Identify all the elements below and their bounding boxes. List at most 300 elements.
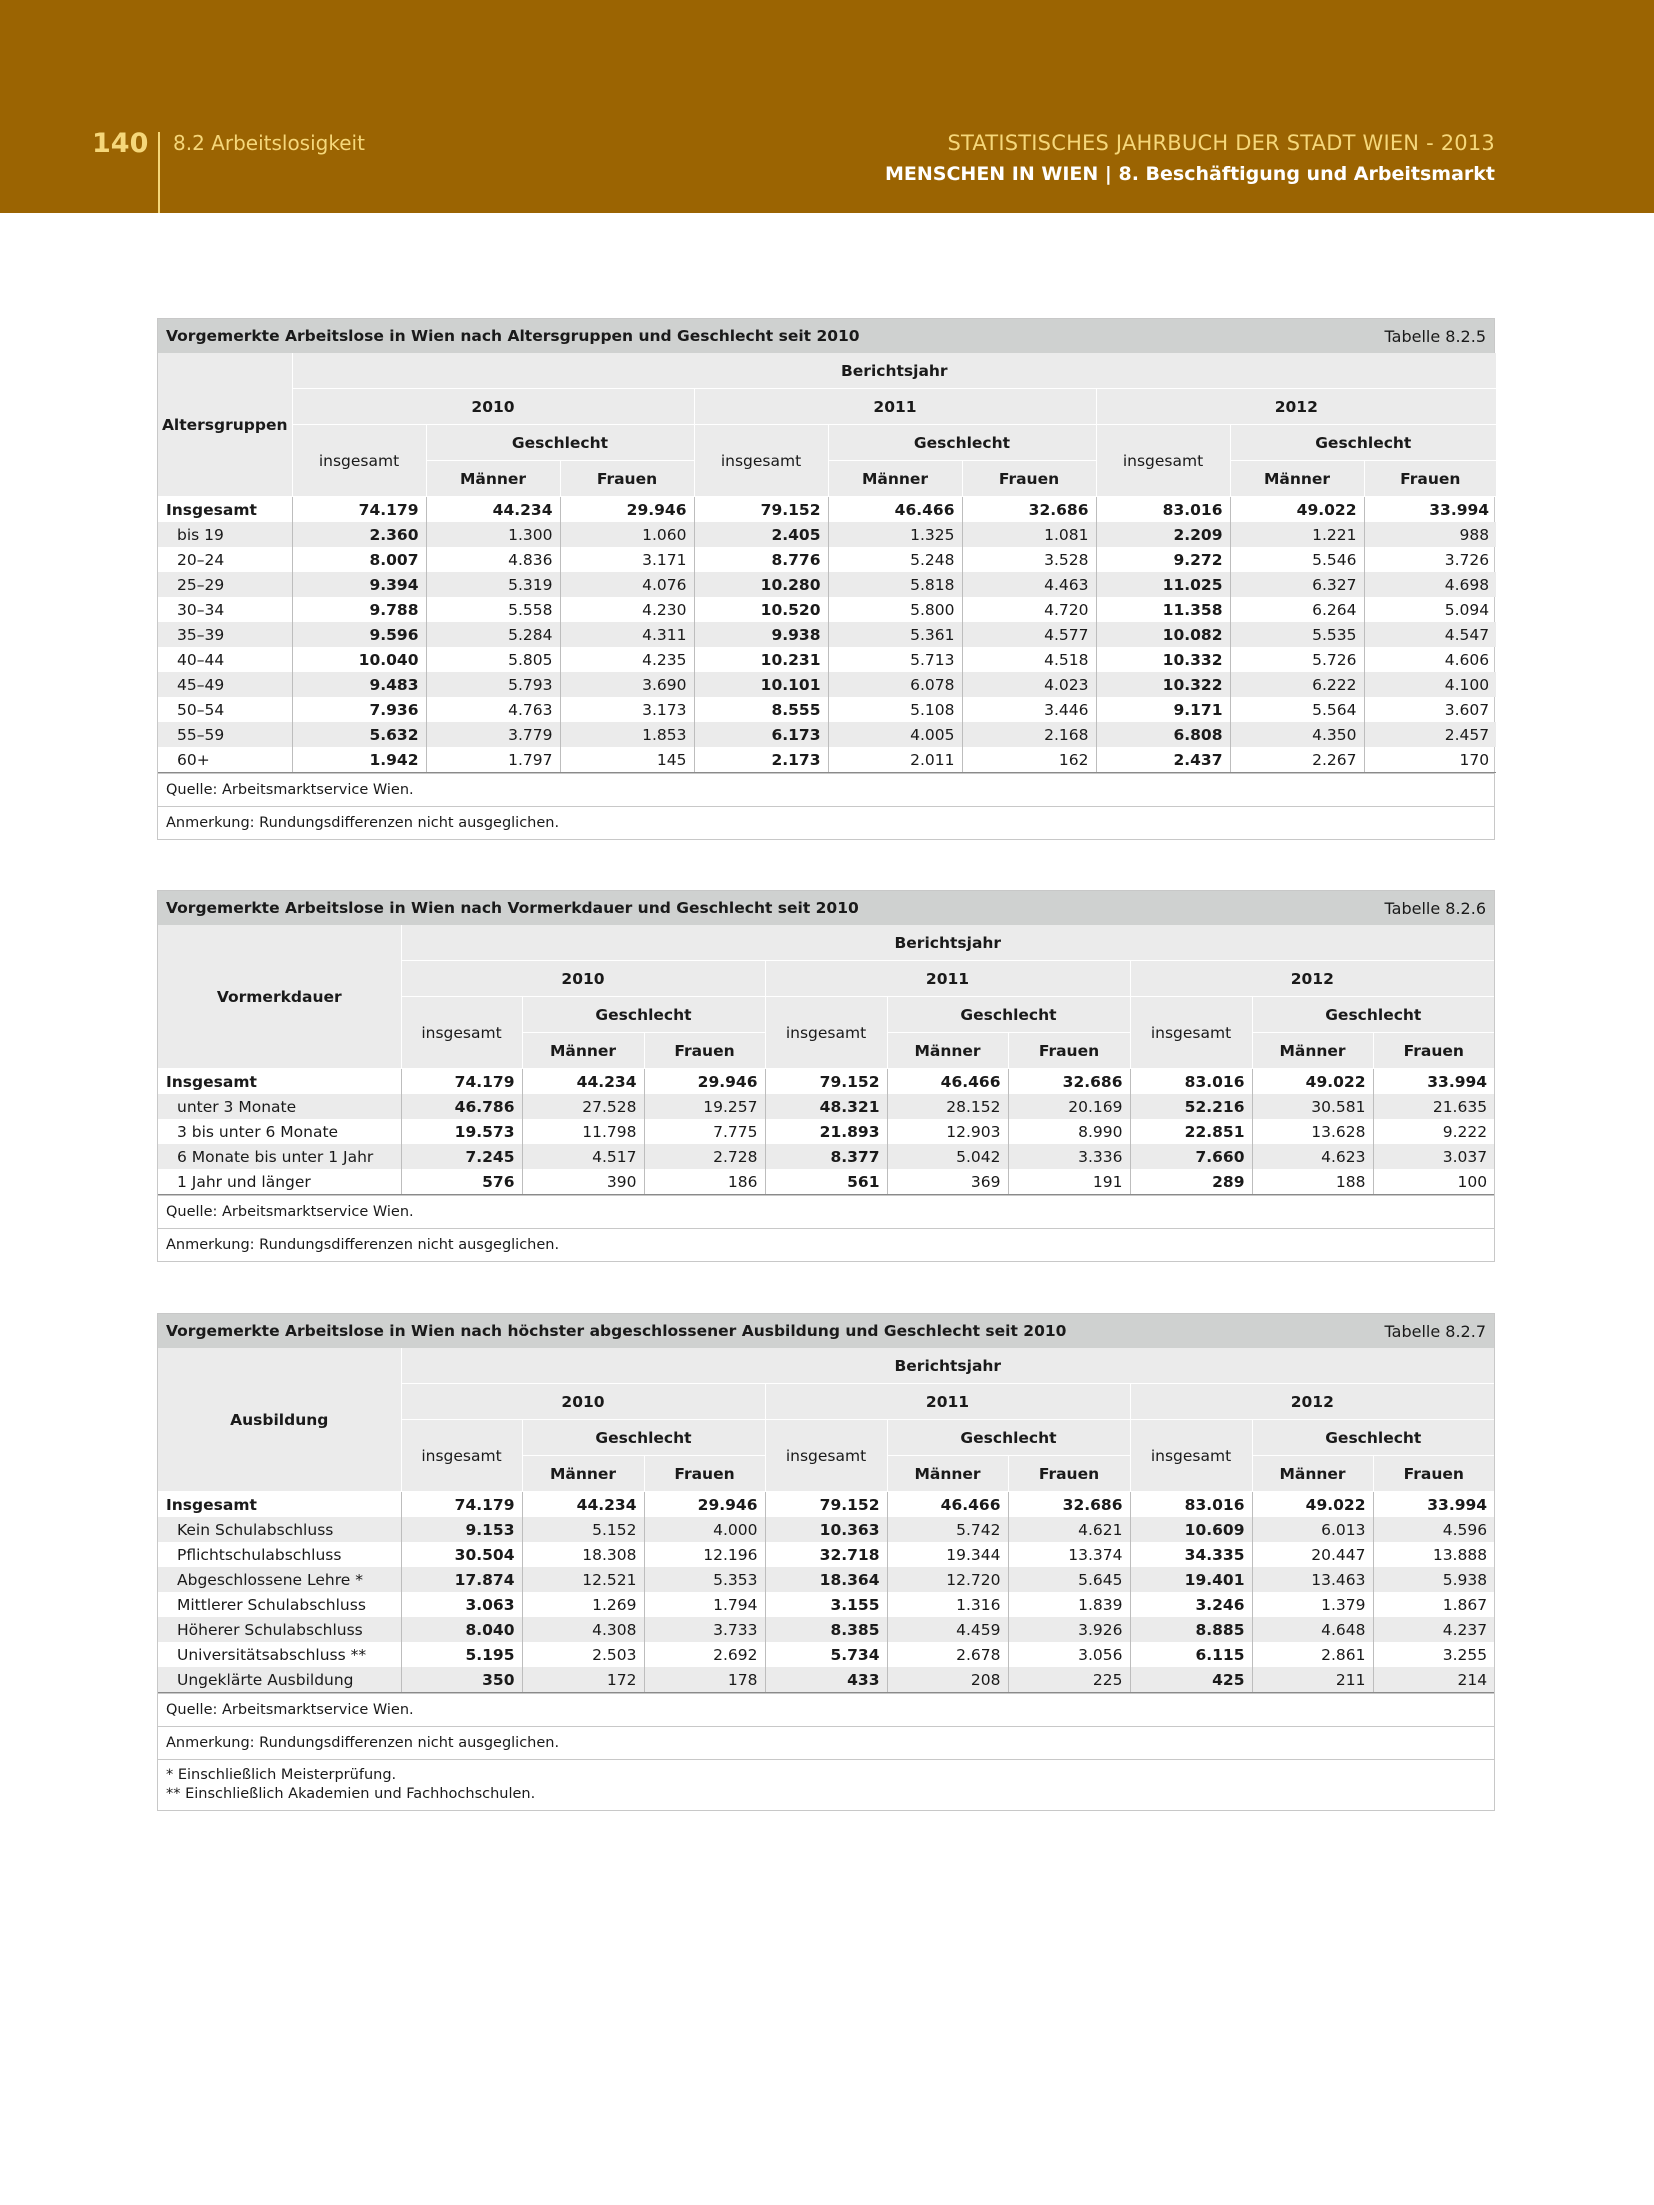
row-label: Insgesamt [158,497,292,523]
insgesamt-header: insgesamt [401,997,522,1069]
table-cell: 27.528 [522,1094,644,1119]
table-cell: 6.264 [1230,597,1364,622]
table-cell: 2.011 [828,747,962,773]
table-cell: 7.936 [292,697,426,722]
table-cell: 4.459 [887,1617,1008,1642]
table-cell: 390 [522,1169,644,1195]
table-cell: 19.573 [401,1119,522,1144]
data-table [158,925,1494,1195]
row-label: Insgesamt [158,1069,401,1095]
insgesamt-header: insgesamt [765,997,887,1069]
table-row [158,1542,1494,1567]
table-cell: 350 [401,1667,522,1693]
table-cell: 4.836 [426,547,560,572]
table-cell: 12.903 [887,1119,1008,1144]
table-cell: 5.805 [426,647,560,672]
table-cell: 19.344 [887,1542,1008,1567]
table-cell: 6.173 [694,722,828,747]
frauen-header: Frauen [1373,1456,1494,1492]
table-cell: 1.269 [522,1592,644,1617]
table-cell: 4.237 [1373,1617,1494,1642]
table-cell: 2.861 [1252,1642,1373,1667]
row-label: 60+ [158,747,292,773]
row-label: Ungeklärte Ausbildung [158,1667,401,1693]
table-cell: 4.023 [962,672,1096,697]
table-cell: 44.234 [522,1069,644,1095]
table-cell: 2.437 [1096,747,1230,773]
geschlecht-header: Geschlecht [828,425,1096,461]
table-cell: 29.946 [644,1492,765,1518]
frauen-header: Frauen [1008,1033,1130,1069]
table-cell: 33.994 [1364,497,1496,523]
insgesamt-header: insgesamt [1096,425,1230,497]
frauen-header: Frauen [1373,1033,1494,1069]
geschlecht-header: Geschlecht [522,997,765,1033]
table-cell: 4.698 [1364,572,1496,597]
table-cell: 8.377 [765,1144,887,1169]
row-label: 35–39 [158,622,292,647]
row-label: 6 Monate bis unter 1 Jahr [158,1144,401,1169]
maenner-header: Männer [426,461,560,497]
maenner-header: Männer [828,461,962,497]
insgesamt-header: insgesamt [401,1420,522,1492]
table-cell: 5.546 [1230,547,1364,572]
table-cell: 29.946 [644,1069,765,1095]
table-cell: 1.316 [887,1592,1008,1617]
table-cell: 20.447 [1252,1542,1373,1567]
table-cell: 4.230 [560,597,694,622]
table-cell: 1.081 [962,522,1096,547]
table-cell: 10.332 [1096,647,1230,672]
table-cell: 369 [887,1169,1008,1195]
year-header: 2011 [765,1384,1130,1420]
table-cell: 2.168 [962,722,1096,747]
table-number: Tabelle 8.2.7 [1384,1321,1486,1341]
table-cell: 6.808 [1096,722,1230,747]
table-cell: 52.216 [1130,1094,1252,1119]
table-cell: 4.463 [962,572,1096,597]
remark-note: Anmerkung: Rundungsdifferenzen nicht ausgeglichen. [158,1228,1494,1261]
table-cell: 1.794 [644,1592,765,1617]
table-header [158,1314,1494,1348]
table-cell: 30.504 [401,1542,522,1567]
table-cell: 79.152 [694,497,828,523]
year-header: 2011 [694,389,1096,425]
table-cell: 178 [644,1667,765,1693]
table-cell: 5.284 [426,622,560,647]
table-cell: 13.374 [1008,1542,1130,1567]
table-cell: 3.528 [962,547,1096,572]
table-cell: 1.221 [1230,522,1364,547]
table-cell: 3.446 [962,697,1096,722]
geschlecht-header: Geschlecht [522,1420,765,1456]
table-cell: 32.686 [1008,1492,1130,1518]
table-cell: 5.938 [1373,1567,1494,1592]
source-note: Quelle: Arbeitsmarktservice Wien. [158,773,1494,806]
table-cell: 4.763 [426,697,560,722]
table-cell: 145 [560,747,694,773]
table-cell: 2.678 [887,1642,1008,1667]
table-cell: 3.056 [1008,1642,1130,1667]
table-row [158,1592,1494,1617]
table-title: Vorgemerkte Arbeitslose in Wien nach Altersgruppen und Geschlecht seit 2010 [166,327,860,345]
row-label: 3 bis unter 6 Monate [158,1119,401,1144]
table-cell: 3.155 [765,1592,887,1617]
table-row [158,572,1496,597]
table-cell: 20.169 [1008,1094,1130,1119]
table-8-2-6 [157,890,1495,1262]
table-cell: 33.994 [1373,1069,1494,1095]
page-number: 140 [92,128,149,159]
table-cell: 8.990 [1008,1119,1130,1144]
table-cell: 3.779 [426,722,560,747]
table-cell: 2.503 [522,1642,644,1667]
insgesamt-header: insgesamt [292,425,426,497]
footnote: ** Einschließlich Akademien und Fachhochschulen. [166,1786,536,1802]
row-label: 30–34 [158,597,292,622]
table-cell: 3.336 [1008,1144,1130,1169]
table-cell: 4.235 [560,647,694,672]
frauen-header: Frauen [1364,461,1496,497]
table-cell: 32.718 [765,1542,887,1567]
row-label: 1 Jahr und länger [158,1169,401,1195]
table-cell: 191 [1008,1169,1130,1195]
table-cell: 8.040 [401,1617,522,1642]
frauen-header: Frauen [962,461,1096,497]
row-label: bis 19 [158,522,292,547]
table-row [158,672,1496,697]
table-row [158,597,1496,622]
table-row [158,1069,1494,1095]
table-cell: 9.222 [1442,1122,1488,1141]
table-cell: 100 [1373,1169,1494,1195]
table-cell: 5.800 [828,597,962,622]
table-cell: 6.013 [1252,1517,1373,1542]
table-row [158,747,1496,773]
geschlecht-header: Geschlecht [887,997,1130,1033]
table-row [158,622,1496,647]
table-cell: 19.257 [644,1094,765,1119]
table-cell: 46.466 [828,497,962,523]
data-table [158,353,1496,773]
table-row [158,1119,1494,1144]
table-cell: 4.518 [962,647,1096,672]
table-cell: 32.686 [1008,1069,1130,1095]
table-cell: 10.280 [694,572,828,597]
year-header: 2010 [401,1384,765,1420]
maenner-header: Männer [887,1033,1008,1069]
table-cell: 5.535 [1230,622,1364,647]
table-cell: 19.401 [1130,1567,1252,1592]
table-header [158,891,1494,925]
year-header: 2010 [292,389,694,425]
table-cell: 2.405 [694,522,828,547]
table-cell: 3.037 [1373,1144,1494,1169]
table-row [158,697,1496,722]
table-cell: 5.793 [426,672,560,697]
table-cell: 4.577 [962,622,1096,647]
table-cell: 22.851 [1130,1119,1252,1144]
row-header: Altersgruppen [158,353,292,497]
table-cell: 1.839 [1008,1592,1130,1617]
frauen-header: Frauen [644,1033,765,1069]
table-cell: 2.209 [1096,522,1230,547]
table-row [158,522,1496,547]
table-cell: 3.173 [560,697,694,722]
table-title: Vorgemerkte Arbeitslose in Wien nach höchster abgeschlossener Ausbildung und Geschlecht seit 2010 [166,1322,1067,1340]
geschlecht-header: Geschlecht [426,425,694,461]
header-banner [0,0,1654,213]
table-cell: 425 [1130,1667,1252,1693]
table-cell: 211 [1252,1667,1373,1693]
table-cell: 5.108 [828,697,962,722]
year-header: 2010 [401,961,765,997]
table-cell: 8.385 [765,1617,887,1642]
year-header: 2012 [1130,1384,1494,1420]
row-label: Kein Schulabschluss [158,1517,401,1542]
geschlecht-header: Geschlecht [1252,997,1494,1033]
table-cell: 6.078 [828,672,962,697]
row-label: 50–54 [158,697,292,722]
table-cell: 18.308 [522,1542,644,1567]
table-cell: 10.609 [1130,1517,1252,1542]
table-cell: 10.040 [292,647,426,672]
insgesamt-header: insgesamt [1130,997,1252,1069]
frauen-header: Frauen [1008,1456,1130,1492]
table-cell: 561 [765,1169,887,1195]
publication-title: STATISTISCHES JAHRBUCH DER STADT WIEN - 2013 [947,131,1495,155]
section-title: 8.2 Arbeitslosigkeit [173,131,365,155]
table-cell: 8.555 [694,697,828,722]
maenner-header: Männer [1252,1456,1373,1492]
row-label: unter 3 Monate [158,1094,401,1119]
table-row [158,647,1496,672]
row-header: Vormerkdauer [158,925,401,1069]
table-cell: 13.628 [1252,1119,1373,1144]
footnote: * Einschließlich Meisterprüfung. [166,1767,397,1783]
geschlecht-header: Geschlecht [887,1420,1130,1456]
table-cell: 2.692 [644,1642,765,1667]
table-cell: 214 [1373,1667,1494,1693]
table-cell: 2.360 [292,522,426,547]
maenner-header: Männer [522,1456,644,1492]
table-cell: 11.798 [522,1119,644,1144]
maenner-header: Männer [1230,461,1364,497]
table-row [158,1567,1494,1592]
maenner-header: Männer [1252,1033,1373,1069]
insgesamt-header: insgesamt [765,1420,887,1492]
table-cell: 4.311 [560,622,694,647]
table-cell: 4.308 [522,1617,644,1642]
table-cell: 46.466 [887,1492,1008,1518]
table-cell: 2.457 [1364,722,1496,747]
table-cell: 576 [401,1169,522,1195]
row-label: 20–24 [158,547,292,572]
table-cell: 5.195 [401,1642,522,1667]
table-cell: 172 [522,1667,644,1693]
table-number: Tabelle 8.2.6 [1384,898,1486,918]
table-cell: 5.353 [644,1567,765,1592]
row-label: 45–49 [158,672,292,697]
insgesamt-header: insgesamt [694,425,828,497]
table-cell: 7.775 [644,1119,765,1144]
table-cell: 12.521 [522,1567,644,1592]
frauen-header: Frauen [560,461,694,497]
table-cell: 170 [1364,747,1496,773]
table-cell: 3.690 [560,672,694,697]
geschlecht-header: Geschlecht [1252,1420,1494,1456]
table-cell: 34.335 [1130,1542,1252,1567]
table-cell: 44.234 [522,1492,644,1518]
table-cell: 83.016 [1130,1492,1252,1518]
table-cell: 9.938 [694,622,828,647]
table-cell: 9.272 [1096,547,1230,572]
table-8-2-7 [157,1313,1495,1811]
table-cell: 10.322 [1096,672,1230,697]
table-cell: 74.179 [401,1492,522,1518]
table-cell: 74.179 [292,497,426,523]
table-cell: 12.196 [644,1542,765,1567]
table-cell: 32.686 [962,497,1096,523]
table-cell: 48.321 [765,1094,887,1119]
table-cell: 9.394 [292,572,426,597]
table-row [158,1492,1494,1518]
table-cell: 5.713 [828,647,962,672]
table-cell: 4.517 [522,1144,644,1169]
table-cell: 988 [1364,522,1496,547]
table-cell: 8.885 [1130,1617,1252,1642]
table-cell: 208 [887,1667,1008,1693]
table-cell: 162 [962,747,1096,773]
table-cell: 1.060 [560,522,694,547]
table-cell: 6.327 [1230,572,1364,597]
table-cell: 3.063 [401,1592,522,1617]
table-cell: 21.893 [765,1119,887,1144]
table-cell: 5.818 [828,572,962,597]
geschlecht-header: Geschlecht [1230,425,1496,461]
table-title: Vorgemerkte Arbeitslose in Wien nach Vormerkdauer und Geschlecht seit 2010 [166,899,859,917]
table-cell: 5.361 [828,622,962,647]
table-cell: 1.379 [1252,1592,1373,1617]
table-cell: 4.350 [1230,722,1364,747]
table-cell: 79.152 [765,1069,887,1095]
source-note: Quelle: Arbeitsmarktservice Wien. [158,1693,1494,1726]
table-cell: 4.606 [1444,650,1490,669]
berichtsjahr-header: Berichtsjahr [401,1348,1494,1384]
table-row [158,1667,1494,1693]
data-table [158,1348,1494,1693]
table-cell: 46.466 [887,1069,1008,1095]
table-cell: 33.994 [1373,1492,1494,1518]
footnotes [158,1759,1494,1810]
table-cell: 3.246 [1130,1592,1252,1617]
table-row [158,1617,1494,1642]
table-row [158,1144,1494,1169]
table-cell: 225 [1008,1667,1130,1693]
row-label: Pflichtschulabschluss [158,1542,401,1567]
maenner-header: Männer [522,1033,644,1069]
header-divider [158,132,160,213]
source-note: Quelle: Arbeitsmarktservice Wien. [158,1195,1494,1228]
table-cell: 188 [1252,1169,1373,1195]
table-cell: 5.248 [828,547,962,572]
table-cell: 4.547 [1364,622,1496,647]
table-cell: 4.100 [1364,672,1496,697]
table-cell: 49.022 [1230,497,1364,523]
maenner-header: Männer [887,1456,1008,1492]
table-cell: 3.926 [1008,1617,1130,1642]
chapter-title: MENSCHEN IN WIEN | 8. Beschäftigung und Arbeitsmarkt [885,163,1495,185]
table-cell: 9.483 [292,672,426,697]
table-cell: 8.776 [694,547,828,572]
table-cell: 2.728 [644,1144,765,1169]
table-cell: 186 [644,1169,765,1195]
table-number: Tabelle 8.2.5 [1384,326,1486,346]
table-cell: 5.319 [426,572,560,597]
row-header: Ausbildung [158,1348,401,1492]
table-cell: 5.152 [522,1517,644,1542]
table-cell: 74.179 [401,1069,522,1095]
table-cell: 18.364 [765,1567,887,1592]
table-cell: 4.005 [828,722,962,747]
table-cell: 79.152 [765,1492,887,1518]
table-cell: 10.520 [694,597,828,622]
table-cell: 4.623 [1252,1144,1373,1169]
table-header [158,319,1494,353]
row-label: 55–59 [158,722,292,747]
row-label: Mittlerer Schulabschluss [158,1592,401,1617]
table-cell: 1.853 [560,722,694,747]
table-cell: 83.016 [1130,1069,1252,1095]
year-header: 2012 [1130,961,1494,997]
table-cell: 30.581 [1252,1094,1373,1119]
remark-note: Anmerkung: Rundungsdifferenzen nicht ausgeglichen. [158,1726,1494,1759]
table-cell: 9.596 [292,622,426,647]
table-cell: 12.720 [887,1567,1008,1592]
table-8-2-5 [157,318,1495,840]
table-cell: 4.720 [962,597,1096,622]
table-cell: 433 [765,1667,887,1693]
table-cell: 3.607 [1444,700,1490,719]
table-cell: 9.171 [1096,697,1230,722]
insgesamt-header: insgesamt [1130,1420,1252,1492]
table-cell: 4.000 [644,1517,765,1542]
table-cell: 46.786 [401,1094,522,1119]
table-cell: 6.222 [1230,672,1364,697]
table-cell: 7.660 [1130,1144,1252,1169]
table-row [158,497,1496,523]
table-cell: 13.463 [1252,1567,1373,1592]
table-cell: 17.874 [401,1567,522,1592]
table-cell: 5.564 [1230,697,1364,722]
table-cell: 4.076 [560,572,694,597]
row-label: 25–29 [158,572,292,597]
table-cell: 4.648 [1252,1617,1373,1642]
table-cell: 4.596 [1373,1517,1494,1542]
table-cell: 10.231 [694,647,828,672]
berichtsjahr-header: Berichtsjahr [292,353,1496,389]
table-cell: 11.025 [1096,572,1230,597]
table-cell: 10.082 [1096,622,1230,647]
row-label: Universitätsabschluss ** [158,1642,401,1667]
remark-note: Anmerkung: Rundungsdifferenzen nicht ausgeglichen. [158,806,1494,839]
table-cell: 5.094 [1444,600,1490,619]
table-row [158,1169,1494,1195]
table-cell: 9.153 [401,1517,522,1542]
table-cell: 11.358 [1096,597,1230,622]
table-cell: 8.007 [292,547,426,572]
table-cell: 3.255 [1442,1645,1488,1664]
